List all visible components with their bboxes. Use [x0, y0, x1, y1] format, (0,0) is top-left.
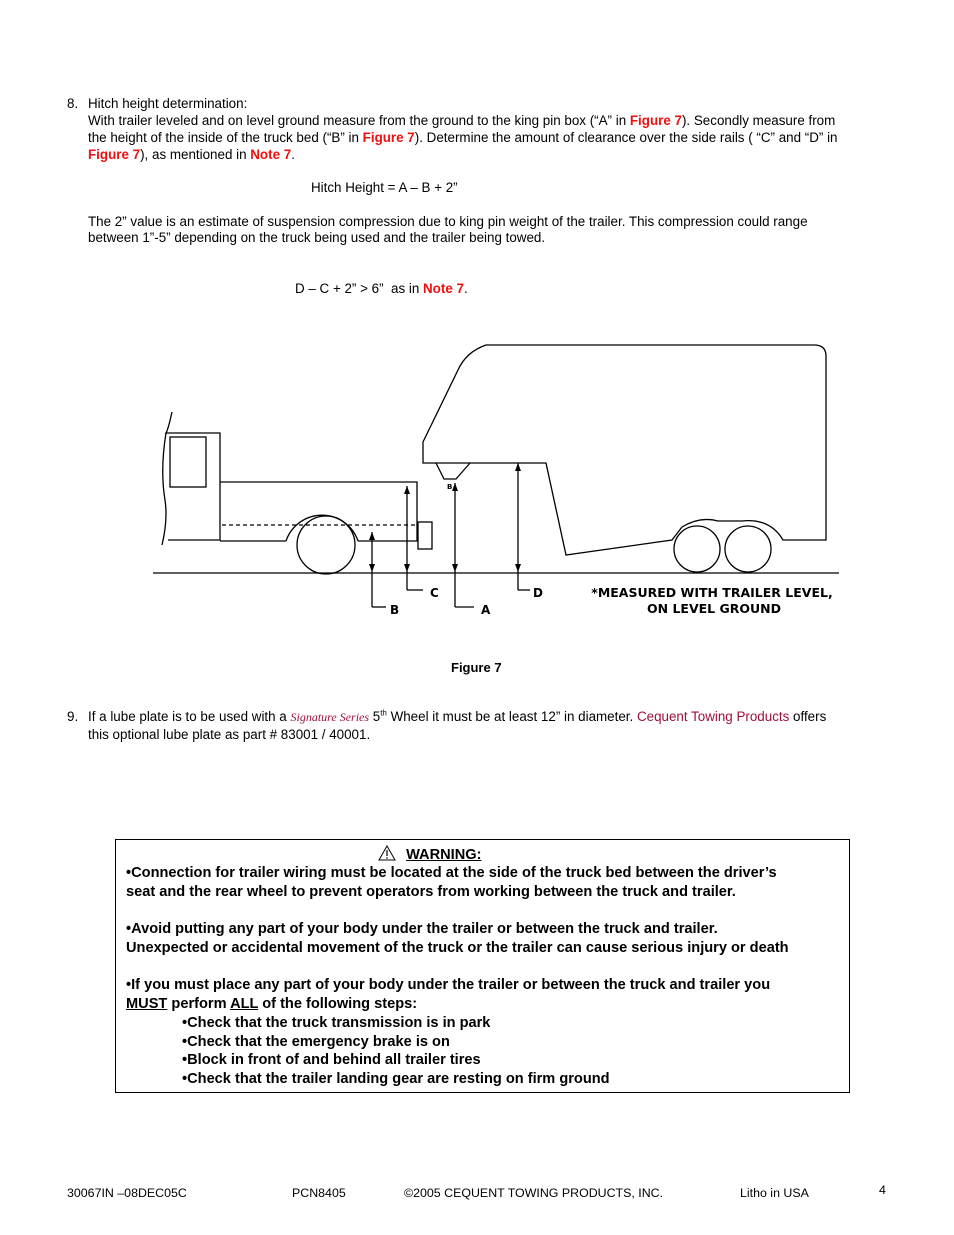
- text: ). Secondly measure from: [681, 113, 836, 128]
- label-a: A: [481, 603, 491, 617]
- label-d: D: [533, 586, 543, 600]
- emphasis-all: ALL: [230, 996, 259, 1012]
- warning-bullet-2-line-2: Unexpected or accidental movement of the truck or the trailer can cause serious injury or death: [126, 940, 789, 956]
- truck-bed: [220, 482, 417, 541]
- warning-bullet-3-line-1: •If you must place any part of your body under the trailer or between the truck and trailer you: [126, 977, 771, 993]
- company-name: Cequent Towing Products: [636, 709, 790, 724]
- figure-7-link[interactable]: Figure 7: [629, 113, 682, 128]
- text: D – C + 2” > 6” as in: [295, 281, 424, 296]
- figure-7-diagram: [0, 330, 954, 630]
- wheel-arch: [286, 515, 358, 541]
- text: the height of the inside of the truck bed (“B” in: [88, 130, 363, 145]
- figure-7-link[interactable]: Figure 7: [88, 147, 141, 162]
- item-9-line-1: [88, 708, 826, 726]
- warning-bullet-3-line-2: [126, 995, 417, 1014]
- warning-step: •Check that the emergency brake is on: [182, 1034, 450, 1050]
- superscript: th: [380, 708, 387, 718]
- footer-copyright: ©2005 CEQUENT TOWING PRODUCTS, INC.: [404, 1186, 664, 1200]
- warning-bullet-1-line-1: •Connection for trailer wiring must be located at the side of the truck bed between the driver’s: [126, 865, 777, 881]
- truck-window: [170, 437, 206, 487]
- truck-wheel: [297, 516, 355, 574]
- warning-step: •Check that the trailer landing gear are resting on firm ground: [182, 1071, 610, 1087]
- tailgate-light: [418, 522, 432, 549]
- trailer-wheel-1: [674, 526, 720, 572]
- item-8-line-3: [88, 146, 295, 163]
- page-number: 4: [879, 1183, 886, 1197]
- item-9-number: 9.: [67, 709, 79, 724]
- note-7-link[interactable]: Note 7: [250, 147, 292, 162]
- signature-series-logo: Signature Series: [290, 710, 370, 724]
- warning-bullet-1-line-2: seat and the rear wheel to prevent operators from working between the truck and trailer.: [126, 884, 736, 900]
- footer-litho: Litho in USA: [740, 1186, 809, 1200]
- text: of the following steps:: [258, 996, 418, 1012]
- text: ). Determine the amount of clearance over the side rails ( “C” and “D” in: [414, 130, 838, 145]
- figure-caption: Figure 7: [451, 660, 502, 675]
- warning-title: WARNING:: [406, 847, 482, 863]
- trailer-wheel-2: [725, 526, 771, 572]
- warning-bullet-2-line-1: •Avoid putting any part of your body under the trailer or between the truck and trailer.: [126, 921, 718, 937]
- text: .: [291, 147, 295, 162]
- trailer-body: [423, 345, 826, 555]
- clearance-formula: [295, 280, 468, 297]
- text: perform: [167, 996, 231, 1012]
- text: .: [463, 281, 468, 296]
- item-8-line-2: [88, 129, 838, 146]
- compression-text-line-1: The 2” value is an estimate of suspension compression due to king pin weight of the trailer. This compression could range: [88, 214, 808, 229]
- king-pin-box: [436, 463, 470, 479]
- text: Wheel it must be at least 12” in diameter.: [386, 709, 637, 724]
- compression-text-line-2: between 1”-5” depending on the truck being used and the trailer being towed.: [88, 230, 546, 245]
- item-8-heading: Hitch height determination:: [88, 96, 248, 111]
- label-c: C: [430, 586, 439, 600]
- king-pin-label: B: [447, 483, 453, 491]
- text: ), as mentioned in: [140, 147, 251, 162]
- figure-7-link[interactable]: Figure 7: [362, 130, 415, 145]
- warning-triangle-icon: [378, 845, 396, 861]
- note-7-link[interactable]: Note 7: [423, 281, 464, 296]
- item-8-line-1: [88, 112, 835, 129]
- text: With trailer leveled and on level ground measure from the ground to the king pin box (“A” in: [88, 113, 630, 128]
- text: If a lube plate is to be used with a: [88, 709, 291, 724]
- cab-front-edge: [162, 433, 166, 545]
- warning-heading: [378, 845, 481, 865]
- warning-box: [115, 839, 850, 1093]
- footer-pcn: PCN8405: [292, 1186, 346, 1200]
- text: 5: [369, 709, 381, 724]
- truck-cab: [166, 412, 220, 540]
- measurement-note-line-1: *MEASURED WITH TRAILER LEVEL,: [591, 585, 833, 600]
- label-b: B: [390, 603, 400, 617]
- hitch-height-formula: Hitch Height = A – B + 2”: [311, 180, 458, 195]
- item-8-number: 8.: [67, 96, 79, 111]
- warning-step: •Check that the truck transmission is in park: [182, 1015, 491, 1031]
- footer-doc-id: 30067IN –08DEC05C: [67, 1186, 187, 1200]
- warning-step: •Block in front of and behind all trailer tires: [182, 1052, 481, 1068]
- measurement-note-line-2: ON LEVEL GROUND: [647, 601, 781, 616]
- item-9-line-2: this optional lube plate as part # 83001 / 40001.: [88, 727, 371, 742]
- emphasis-must: MUST: [126, 996, 168, 1012]
- text: offers: [789, 709, 827, 724]
